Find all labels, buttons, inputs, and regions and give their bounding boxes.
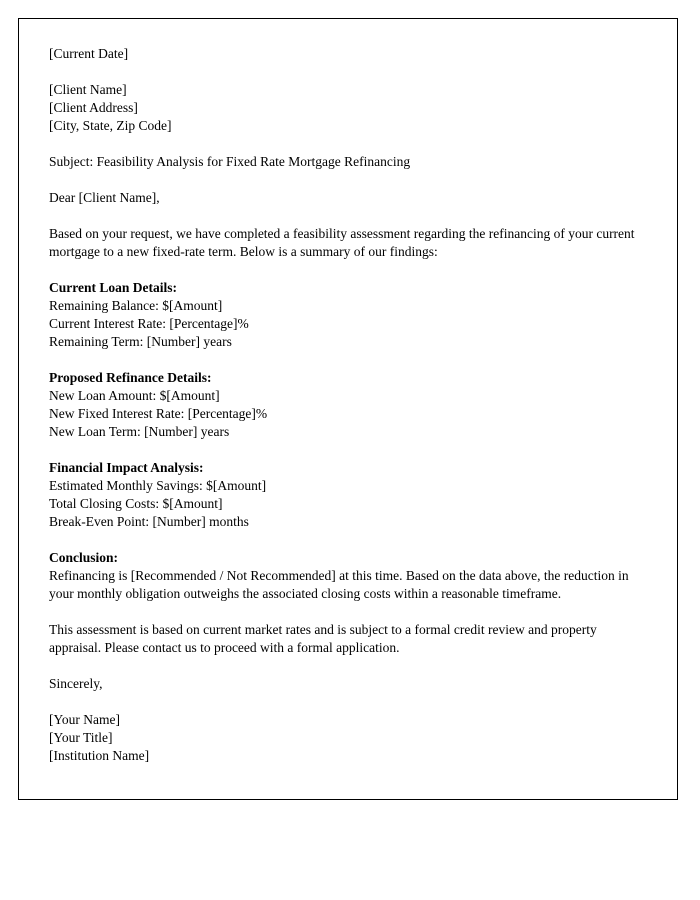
salutation — [49, 189, 647, 207]
detail-new-loan-term: New Loan Term: [Number] years — [49, 424, 230, 439]
letter-page — [18, 18, 678, 800]
signature-title: [Your Title] — [49, 730, 113, 745]
conclusion-body: Refinancing is [Recommended / Not Recommended] at this time. Based on the data above, the reduction in your monthly obligation outweighs the associated closing costs within a reasonable timeframe. — [49, 568, 629, 601]
section-current-loan — [49, 279, 647, 351]
signature-institution: [Institution Name] — [49, 748, 150, 763]
section-financial-impact — [49, 459, 647, 531]
detail-break-even-point: Break-Even Point: [Number] months — [49, 514, 249, 529]
signoff-text: Sincerely, — [49, 676, 103, 691]
current-date: [Current Date] — [49, 46, 129, 61]
detail-monthly-savings: Estimated Monthly Savings: $[Amount] — [49, 478, 267, 493]
section-conclusion — [49, 549, 647, 603]
signature-block — [49, 711, 647, 765]
signoff — [49, 675, 647, 693]
section-heading-financial-impact: Financial Impact Analysis: — [49, 460, 204, 475]
detail-closing-costs: Total Closing Costs: $[Amount] — [49, 496, 223, 511]
detail-current-interest-rate: Current Interest Rate: [Percentage]% — [49, 316, 249, 331]
section-proposed-refinance — [49, 369, 647, 441]
intro-paragraph: Based on your request, we have completed a feasibility assessment regarding the refinancing of your current mortgage to a new fixed-rate term. Below is a summary of our findings: — [49, 226, 635, 259]
subject-line — [49, 153, 647, 171]
detail-new-fixed-interest-rate: New Fixed Interest Rate: [Percentage]% — [49, 406, 268, 421]
recipient-block — [49, 81, 647, 135]
detail-remaining-term: Remaining Term: [Number] years — [49, 334, 232, 349]
letter-content — [19, 19, 677, 785]
conclusion-heading: Conclusion: — [49, 550, 119, 565]
date-block — [49, 45, 647, 63]
subject-text: Subject: Feasibility Analysis for Fixed Rate Mortgage Refinancing — [49, 154, 411, 169]
detail-remaining-balance: Remaining Balance: $[Amount] — [49, 298, 223, 313]
section-heading-current-loan: Current Loan Details: — [49, 280, 177, 295]
signature-name: [Your Name] — [49, 712, 120, 727]
detail-new-loan-amount: New Loan Amount: $[Amount] — [49, 388, 220, 403]
salutation-text: Dear [Client Name], — [49, 190, 160, 205]
section-heading-proposed-refinance: Proposed Refinance Details: — [49, 370, 212, 385]
client-city-state-zip: [City, State, Zip Code] — [49, 118, 172, 133]
client-name: [Client Name] — [49, 82, 127, 97]
closing-paragraph: This assessment is based on current market rates and is subject to a formal credit review and property appraisal. Please contact us to proceed with a formal application. — [49, 622, 597, 655]
client-address: [Client Address] — [49, 100, 138, 115]
